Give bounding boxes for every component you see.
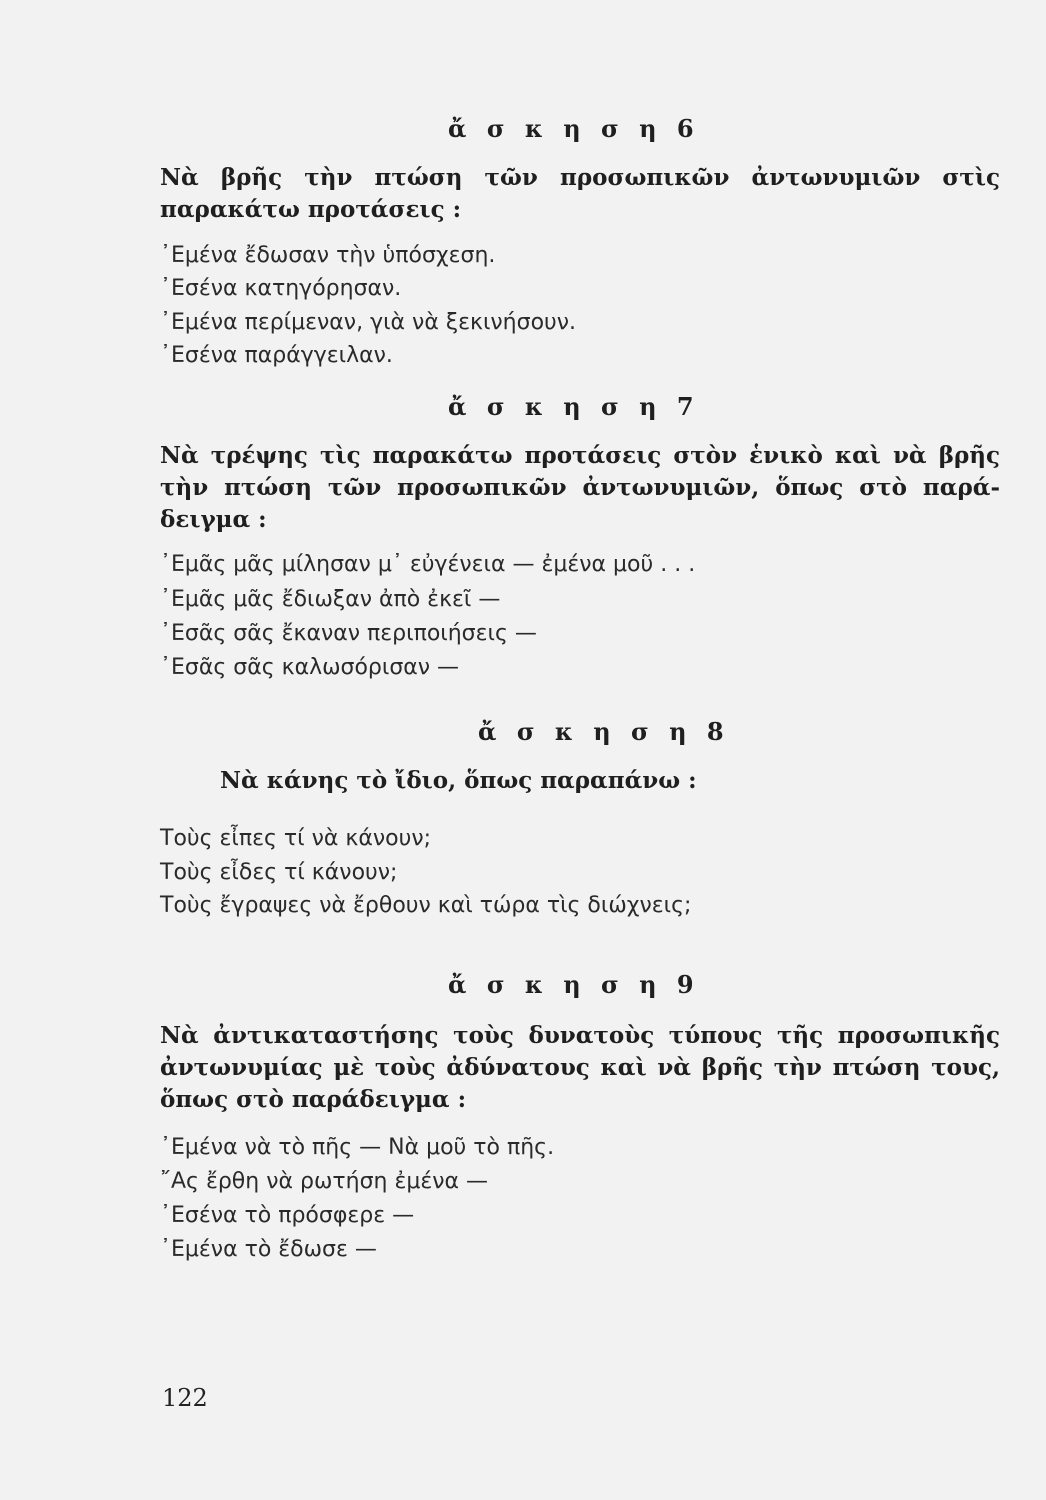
exercise-6-line: ᾿Εμένα περίμεναν, γιὰ νὰ ξεκινήσουν.: [160, 310, 577, 335]
exercise-8-line: Τοὺς εἶπες τί νὰ κάνουν;: [160, 826, 432, 851]
exercise-6-line: ᾿Εσένα κατηγόρησαν.: [160, 276, 402, 301]
exercise-7-line: ᾿Εμᾶς μᾶς μίλησαν μ᾿ εὐγένεια — ἐμένα μοῦ . . .: [160, 552, 696, 577]
page-number: 122: [162, 1384, 208, 1412]
exercise-7-line: ᾿Εσᾶς σᾶς ἔκαναν περιποιήσεις —: [160, 621, 537, 646]
exercise-7-line: ᾿Εμᾶς μᾶς ἔδιωξαν ἀπὸ ἐκεῖ —: [160, 587, 501, 612]
exercise-8-heading: ἄ σ κ η σ η 8: [478, 717, 730, 746]
exercise-9-line: ᾿Εμένα τὸ ἔδωσε —: [160, 1237, 377, 1262]
exercise-9-instruction: Νὰ ἀντικαταστήσης τοὺς δυνατοὺς τύπους τῆς προσωπικῆς ἀντωνυμίας μὲ τοὺς ἀδύνατους καὶ νὰ βρῆς τὴν πτώση τους, ὅπως στὸ παράδειγμα :: [160, 1022, 1000, 1113]
exercise-9-line: ῎Ας ἔρθη νὰ ρωτήση ἐμένα —: [160, 1169, 489, 1194]
exercise-8-line: Τοὺς εἶδες τί κάνουν;: [160, 860, 398, 885]
exercise-7-instruction: Νὰ τρέψης τὶς παρακάτω προτάσεις στὸν ἑνικὸ καὶ νὰ βρῆς τὴν πτώση τῶν προσωπικῶν ἀντωνυμιῶν, ὅπως στὸ παρά-δειγμα :: [160, 442, 1000, 533]
exercise-6-line: ᾿Εμένα ἔδωσαν τὴν ὑπόσχεση.: [160, 243, 496, 268]
exercise-7-heading: ἄ σ κ η σ η 7: [448, 392, 700, 421]
exercise-7-line: ᾿Εσᾶς σᾶς καλωσόρισαν —: [160, 655, 460, 680]
exercise-8-instruction: Νὰ κάνης τὸ ἴδιο, ὅπως παραπάνω :: [220, 767, 697, 794]
exercise-6-instruction: Νὰ βρῆς τὴν πτώση τῶν προσωπικῶν ἀντωνυμιῶν στὶς παρακάτω προτάσεις :: [160, 164, 1000, 223]
exercise-9-line: ᾿Εμένα νὰ τὸ πῆς — Νὰ μοῦ τὸ πῆς.: [160, 1135, 555, 1160]
exercise-6-line: ᾿Εσένα παράγγειλαν.: [160, 343, 393, 368]
exercise-8-line: Τοὺς ἔγραψες νὰ ἔρθουν καὶ τώρα τὶς διώχνεις;: [160, 893, 692, 918]
exercise-9-heading: ἄ σ κ η σ η 9: [448, 970, 700, 999]
exercise-6-heading: ἄ σ κ η σ η 6: [448, 114, 700, 143]
exercise-9-line: ᾿Εσένα τὸ πρόσφερε —: [160, 1203, 415, 1228]
